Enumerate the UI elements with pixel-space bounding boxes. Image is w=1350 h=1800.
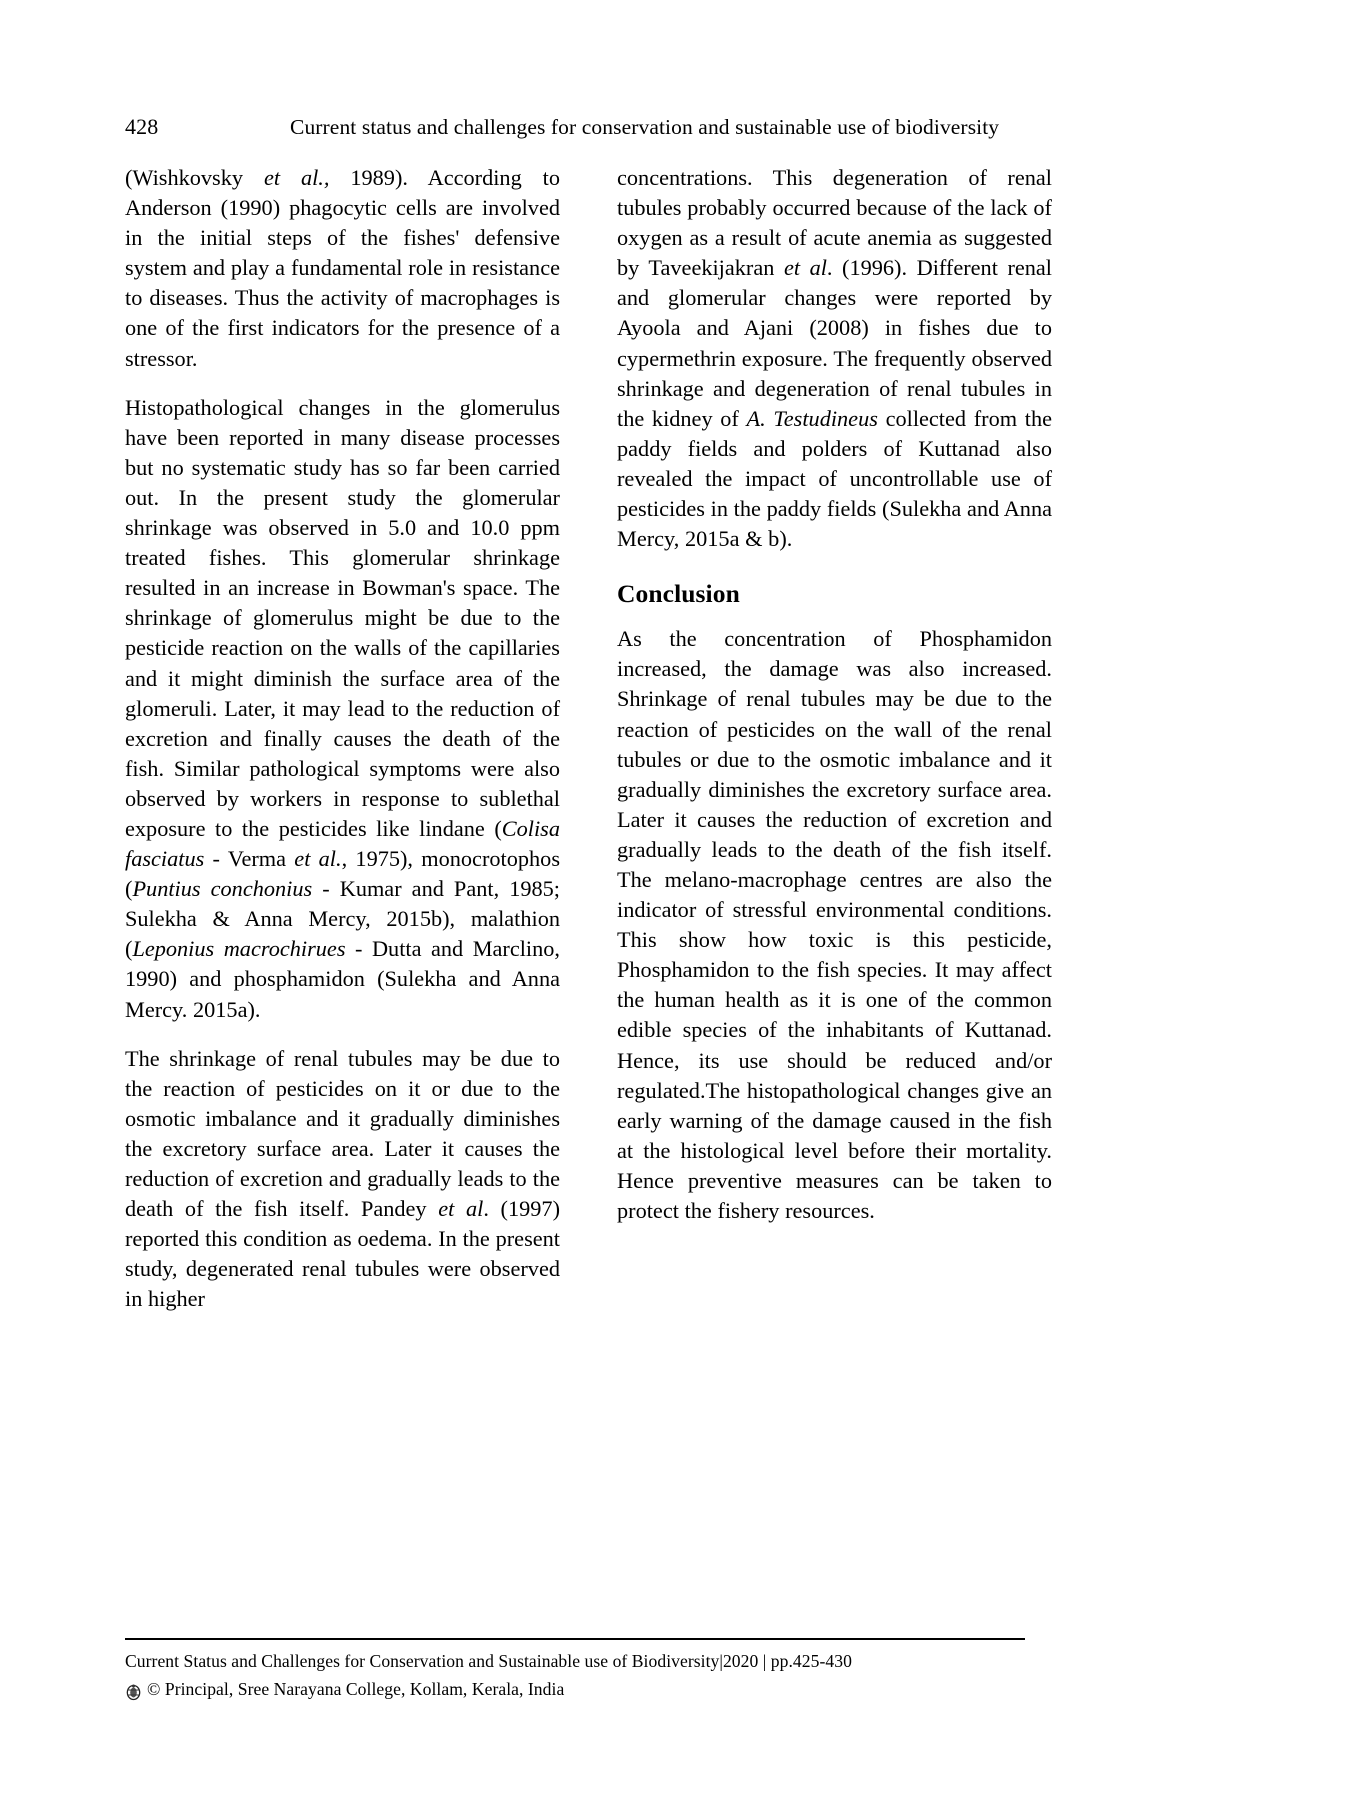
- page-footer: [125, 1638, 1025, 1702]
- paragraph: The shrinkage of renal tubules may be due to the reaction of pesticides on it or due to the osmotic imbalance and it gradually diminishes the excretory surface area. Later it causes the reduction of excretion and gradually leads to the death of the fish itself. Pandey et al. (1997) reported this condition as oedema. In the present study, degenerated renal tubules were observed in higher: [125, 1045, 560, 1312]
- right-column: [617, 163, 1052, 1314]
- body-columns: [125, 163, 1053, 1314]
- footer-copyright-row: [125, 1676, 1025, 1702]
- running-header: [125, 112, 1025, 144]
- paragraph: Histopathological changes in the glomerulus have been reported in many disease processes but no systematic study has so far been carried out. In the present study the glomerular shrinkage was observed in 5.0 and 10.0 ppm treated fishes. This glomerular shrinkage resulted in an increase in Bowman's space. The shrinkage of glomerulus might be due to the pesticide reaction on the walls of the capillaries and it might diminish the surface area of the glomeruli. Later, it may lead to the reduction of excretion and finally causes the death of the fish. Similar pathological symptoms were also observed by workers in response to sublethal exposure to the pesticides like lindane (Colisa fasciatus - Verma et al., 1975), monocrotophos (Puntius conchonius - Kumar and Pant, 1985; Sulekha & Anna Mercy, 2015b), malathion (Leponius macrochirues - Dutta and Marclino, 1990) and phosphamidon (Sulekha and Anna Mercy. 2015a).: [125, 394, 560, 1022]
- paragraph: concentrations. This degeneration of renal tubules probably occurred because of the lack of oxygen as a result of acute anemia as suggested by Taveekijakran et al. (1996). Different renal and glomerular changes were reported by Ayoola and Ajani (2008) in fishes due to cypermethrin exposure. The frequently observed shrinkage and degeneration of renal tubules in the kidney of A. Testudineus collected from the paddy fields and polders of Kuttanad also revealed the impact of uncontrollable use of pesticides in the paddy fields (Sulekha and Anna Mercy, 2015a & b).: [617, 165, 1053, 552]
- footer-divider: [125, 1638, 1025, 1640]
- page-number: 428: [125, 114, 159, 139]
- running-header-title: Current status and challenges for conservation and sustainable use of biodiversity: [290, 115, 1000, 139]
- left-column: [125, 163, 560, 1314]
- footer-citation: Current Status and Challenges for Conservation and Sustainable use of Biodiversity|2020 | pp.425-430: [125, 1651, 852, 1671]
- paragraph: (Wishkovsky et al., 1989). According to Anderson (1990) phagocytic cells are involved in the initial steps of the fishes' defensive system and play a fundamental role in resistance to diseases. Thus the activity of macrophages is one of the first indicators for the presence of a stressor.: [125, 165, 560, 371]
- paragraph: As the concentration of Phosphamidon increased, the damage was also increased. Shrinkage of renal tubules may be due to the reaction of pesticides on the wall of the renal tubules or due to the osmotic imbalance and it gradually diminishes the excretory surface area. Later it causes the reduction of excretion and gradually leads to the death of the fish itself. The melano-macrophage centres are also the indicator of stressful environmental conditions. This show how toxic is this pesticide, Phosphamidon to the fish species. It may affect the human health as it is one of the common edible species of the inhabitants of Kuttanad. Hence, its use should be reduced and/or regulated.The histopathological changes give an early warning of the damage caused in the fish at the histological level before their mortality. Hence preventive measures can be taken to protect the fishery resources.: [617, 626, 1052, 1223]
- footer-copyright-text: © Principal, Sree Narayana College, Kollam, Kerala, India: [147, 1679, 565, 1699]
- institution-seal-icon: [125, 1682, 142, 1699]
- section-heading-conclusion: Conclusion: [617, 579, 740, 609]
